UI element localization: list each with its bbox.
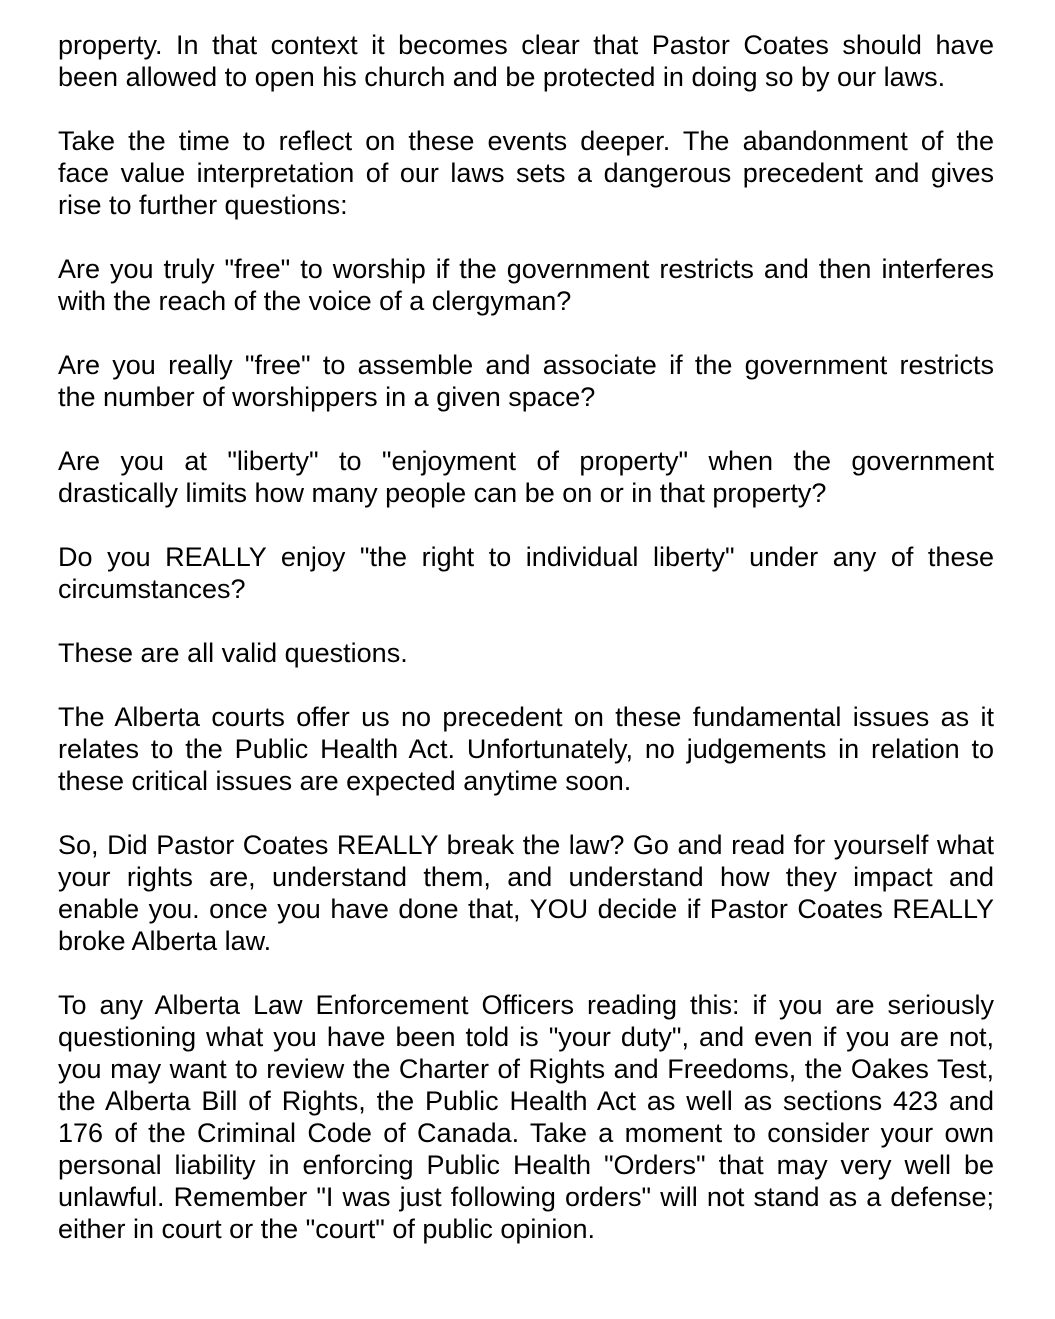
text-line: To any Alberta Law Enforcement Officers reading this: if you are seriously [58, 990, 994, 1020]
text-line: you may want to review the Charter of Rights and Freedoms, the Oakes Test, [58, 1054, 994, 1084]
paragraph [58, 349, 994, 413]
document-body [58, 29, 994, 1245]
text-line: Are you truly "free" to worship if the government restricts and then interferes [58, 254, 994, 284]
text-line: circumstances? [58, 574, 246, 604]
text-line: property. In that context it becomes clear that Pastor Coates should have [58, 30, 994, 60]
paragraph [58, 29, 994, 93]
text-line: So, Did Pastor Coates REALLY break the law? Go and read for yourself what [58, 830, 994, 860]
text-line: Are you at "liberty" to "enjoyment of property" when the government [58, 446, 994, 476]
paragraph [58, 989, 994, 1245]
paragraph [58, 541, 994, 605]
text-line: questioning what you have been told is "your duty", and even if you are not, [58, 1022, 994, 1052]
text-line: the Alberta Bill of Rights, the Public Health Act as well as sections 423 and [58, 1086, 994, 1116]
text-line: Are you really "free" to assemble and associate if the government restricts [58, 350, 994, 380]
text-line: either in court or the "court" of public opinion. [58, 1214, 595, 1244]
text-line: your rights are, understand them, and understand how they impact and [58, 862, 994, 892]
text-line: personal liability in enforcing Public Health "Orders" that may very well be [58, 1150, 994, 1180]
text-line: 176 of the Criminal Code of Canada. Take a moment to consider your own [58, 1118, 994, 1148]
paragraph [58, 445, 994, 509]
paragraph [58, 637, 994, 669]
paragraph [58, 701, 994, 797]
text-line: These are all valid questions. [58, 638, 408, 668]
text-line: broke Alberta law. [58, 926, 272, 956]
text-line: face value interpretation of our laws sets a dangerous precedent and gives [58, 158, 994, 188]
text-line: been allowed to open his church and be protected in doing so by our laws. [58, 62, 946, 92]
text-line: with the reach of the voice of a clergyman? [58, 286, 572, 316]
text-line: Take the time to reflect on these events deeper. The abandonment of the [58, 126, 994, 156]
paragraph [58, 829, 994, 957]
text-line: drastically limits how many people can be on or in that property? [58, 478, 827, 508]
text-line: Do you REALLY enjoy "the right to individual liberty" under any of these [58, 542, 994, 572]
text-line: enable you. once you have done that, YOU decide if Pastor Coates REALLY [58, 894, 994, 924]
text-line: these critical issues are expected anytime soon. [58, 766, 632, 796]
text-line: unlawful. Remember "I was just following orders" will not stand as a defense; [58, 1182, 994, 1212]
text-line: relates to the Public Health Act. Unfortunately, no judgements in relation to [58, 734, 994, 764]
paragraph [58, 125, 994, 221]
paragraph [58, 253, 994, 317]
text-line: The Alberta courts offer us no precedent on these fundamental issues as it [58, 702, 994, 732]
text-line: the number of worshippers in a given space? [58, 382, 596, 412]
text-line: rise to further questions: [58, 190, 348, 220]
